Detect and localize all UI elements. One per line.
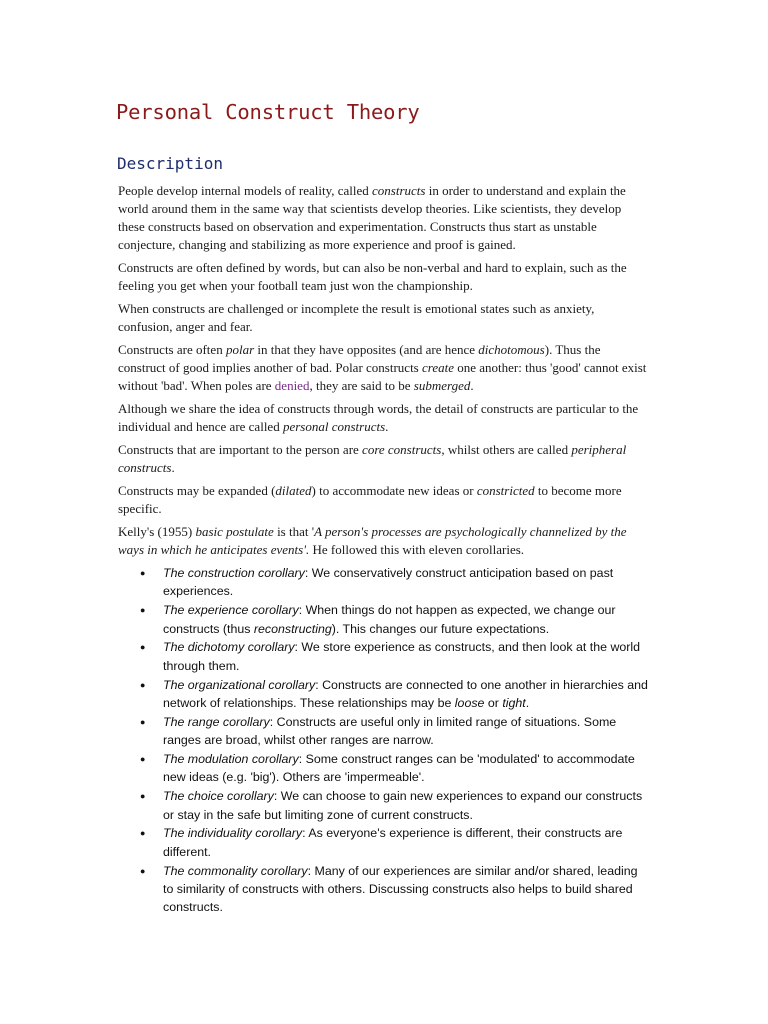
bullet-icon: ● xyxy=(140,716,146,727)
paragraph-constructs-definition xyxy=(118,182,650,254)
corollary-name: The construction corollary xyxy=(163,566,305,580)
text-run: . xyxy=(385,419,389,434)
corollary-name: The commonality corollary xyxy=(163,863,308,878)
emphasis-personal-constructs: personal constructs xyxy=(282,419,386,434)
corollary-text: : We conservatively construct anticipation based on past experiences. xyxy=(163,566,614,599)
bullet-icon: ● xyxy=(140,568,146,578)
text-run: , they are said to be xyxy=(309,378,414,393)
emphasis-create: create xyxy=(422,360,454,375)
list-item xyxy=(118,750,650,787)
page-title: Personal Construct Theory xyxy=(116,100,420,124)
corollary-name: The range corollary xyxy=(163,714,270,729)
paragraph-emotional-states: When constructs are challenged or incomplete the result is emotional states such as anxiety, confusion, anger and fear. xyxy=(118,301,595,334)
bullet-icon: ● xyxy=(140,828,146,839)
text-run: People develop internal models of reality, called xyxy=(118,183,373,198)
list-item xyxy=(118,862,650,917)
paragraph-personal-constructs xyxy=(118,400,650,436)
text-run: ). Thus the construct of good implies another of bad. Polar constructs xyxy=(118,342,601,375)
text-run: . xyxy=(470,378,474,393)
corollary-text: or xyxy=(484,696,503,711)
text-run: to become more specific. xyxy=(118,483,622,516)
denied-link[interactable]: denied xyxy=(274,378,310,393)
bullet-icon: ● xyxy=(140,791,146,802)
corollary-text: ). This changes our future expectations. xyxy=(331,621,550,636)
list-item xyxy=(118,787,650,824)
document-page xyxy=(118,100,650,917)
corollary-text: : Constructs are connected to one another in hierarchies and network of relationships. These relationships may be xyxy=(163,677,648,711)
text-run: one another: thus 'good' cannot exist without 'bad'. When poles are xyxy=(118,360,647,393)
corollary-name: The dichotomy corollary xyxy=(163,640,295,655)
bullet-icon: ● xyxy=(140,754,146,765)
corollary-name: The individuality corollary xyxy=(163,826,303,841)
emphasis-basic-postulate: basic postulate xyxy=(195,524,274,539)
text-run: Constructs may be expanded ( xyxy=(118,483,276,498)
paragraph-polar xyxy=(118,341,650,395)
list-item xyxy=(118,713,650,750)
emphasis-dichotomous: dichotomous xyxy=(478,342,545,357)
paragraph-dilated xyxy=(118,482,650,518)
emphasis-core-constructs: core constructs xyxy=(362,442,442,457)
corollary-text: : Constructs are useful only in limited range of situations. Some ranges are broad, whilst other ranges are narrow. xyxy=(163,714,617,748)
paragraph-basic-postulate xyxy=(118,523,650,559)
paragraph-core-constructs xyxy=(118,441,650,477)
text-run: . xyxy=(171,460,175,475)
text-run: Although we share the idea of constructs through words, the detail of constructs are particular to the individual and hence are called xyxy=(118,401,639,434)
corollary-text: : As everyone's experience is different, their constructs are different. xyxy=(163,826,623,859)
section-heading-description: Description xyxy=(117,154,223,173)
emphasis-submerged: submerged xyxy=(413,378,471,393)
list-item xyxy=(118,564,650,601)
bullet-icon: ● xyxy=(140,605,146,616)
corollary-text: : Many of our experiences are similar and/or shared, leading to similarity of constructs with others. Discussing constructs also helps to build shared constructs. xyxy=(163,863,638,915)
text-run: ) to accommodate new ideas or xyxy=(311,483,477,498)
corollary-text: . xyxy=(525,696,530,711)
corollary-text: : When things do not happen as expected, we change our constructs (thus xyxy=(163,603,616,636)
emphasis-polar: polar xyxy=(225,342,255,357)
bullet-icon: ● xyxy=(140,642,146,653)
corollaries-list xyxy=(118,564,650,917)
emphasis-loose: loose xyxy=(454,696,485,711)
emphasis-reconstructing: reconstructing xyxy=(253,621,332,636)
corollary-name: The choice corollary xyxy=(163,789,274,804)
corollary-name: The experience corollary xyxy=(163,603,299,618)
list-item xyxy=(118,638,650,675)
text-run: Constructs are often xyxy=(118,342,226,357)
corollary-text: : Some construct ranges can be 'modulated' to accommodate new ideas (e.g. 'big'). Others are 'impermeable'. xyxy=(163,752,635,785)
text-run: Kelly's (1955) xyxy=(118,524,196,539)
list-item xyxy=(118,824,650,861)
list-item xyxy=(118,601,650,638)
corollary-text: : We can choose to gain new experiences to expand our constructs or stay in the safe but limiting zone of current constructs. xyxy=(163,789,643,822)
emphasis-tight: tight xyxy=(502,696,526,711)
list-item xyxy=(118,676,650,713)
corollary-name: The modulation corollary xyxy=(163,752,299,767)
bullet-icon: ● xyxy=(140,679,146,690)
text-run: is that ' xyxy=(273,524,315,539)
text-run: Constructs that are important to the person are xyxy=(118,442,363,457)
text-run: He followed this with eleven corollaries. xyxy=(309,542,525,557)
emphasis-dilated: dilated xyxy=(275,483,312,498)
emphasis-postulate-quote: A person's processes are psychologically channelized by the ways in which he anticipates events'. xyxy=(118,524,627,557)
emphasis-constructs: constructs xyxy=(372,183,426,198)
corollary-name: The organizational corollary xyxy=(163,677,316,692)
corollary-text: : We store experience as constructs, and then look at the world through them. xyxy=(163,640,641,673)
text-run: , whilst others are called xyxy=(441,442,572,457)
text-run: in that they have opposites (and are hence xyxy=(254,342,479,357)
emphasis-constricted: constricted xyxy=(476,483,535,498)
bullet-icon: ● xyxy=(140,865,146,876)
paragraph-nonverbal: Constructs are often defined by words, but can also be non-verbal and hard to explain, such as the feeling you get when your football team just won the championship. xyxy=(118,260,627,293)
text-run: in order to understand and explain the world around them in the same way that scientists develop theories. Like scientists, they develop these constructs based on observation and experimentation. Constructs thus start as unstable conjecture, changing and stabilizing as more experience and proof is gained. xyxy=(118,183,626,252)
emphasis-peripheral-constructs: peripheral constructs xyxy=(118,442,627,475)
